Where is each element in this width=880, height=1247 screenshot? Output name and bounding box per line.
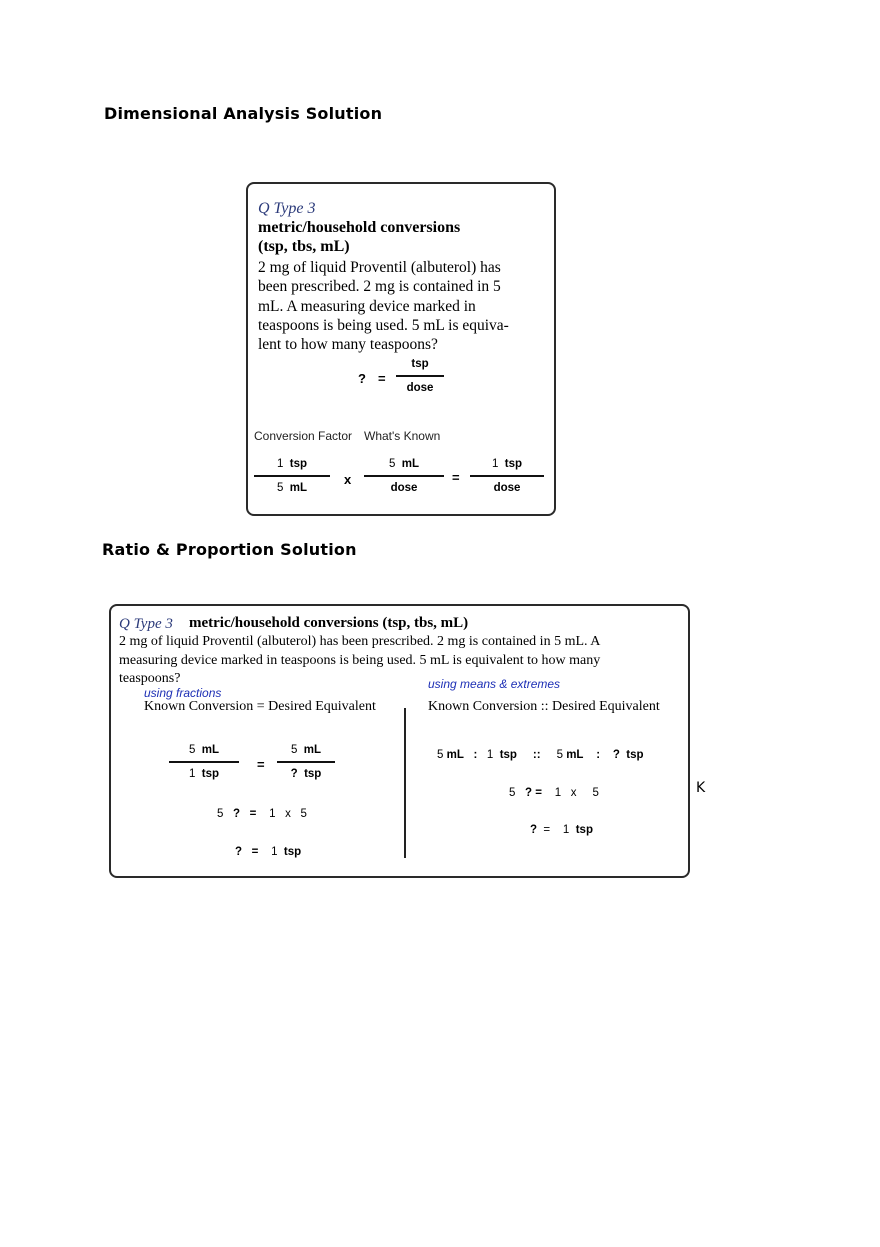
- question-units: (tsp, tbs, mL): [258, 238, 350, 255]
- question-body: 2 mg of liquid Proventil (albuterol) has been prescribed. 2 mg is contained in 5 mL. A measuring device marked in teaspoons is being used. 5 mL is equiva- lent to how many teaspoons?: [258, 259, 509, 354]
- means-extremes-rule: Known Conversion :: Desired Equivalent: [428, 699, 660, 714]
- solution-step: ? = 1 tsp: [235, 846, 302, 858]
- stray-letter: K: [696, 780, 706, 796]
- column-divider: [404, 708, 406, 858]
- fractions-rule: Known Conversion = Desired Equivalent: [144, 699, 376, 714]
- dimensional-analysis-heading: Dimensional Analysis Solution: [104, 104, 383, 123]
- multiply-sign: x: [344, 472, 352, 487]
- setup-fraction: tsp dose: [396, 356, 444, 396]
- ratio-proportion-line: 5 mL : 1 tsp :: 5 mL : ? tsp: [437, 749, 644, 761]
- equals-sign: =: [257, 757, 265, 772]
- answer-fraction: 1 tsp dose: [470, 456, 544, 496]
- cross-multiply-step: 5 ? = 1 x 5: [509, 787, 599, 799]
- question-body: 2 mg of liquid Proventil (albuterol) has been prescribed. 2 mg is contained in 5 mL. A measuring device marked in teaspoons is being used. 5 mL is equivalent to how many teaspoons?: [119, 634, 601, 686]
- whats-known-label: What's Known: [364, 429, 441, 443]
- question-type-label: Q Type 3: [258, 200, 316, 217]
- ratio-proportion-card: [109, 604, 690, 878]
- desired-equivalent-fraction: 5 mL ? tsp: [277, 742, 335, 782]
- question-title: metric/household conversions (tsp, tbs, mL): [189, 615, 469, 631]
- whats-known-fraction: 5 mL dose: [364, 456, 444, 496]
- using-fractions-label: using fractions: [144, 686, 222, 700]
- question-type-label: Q Type 3: [119, 616, 173, 632]
- conversion-factor-fraction: 1 tsp 5 mL: [254, 456, 330, 496]
- dimensional-analysis-card: [246, 182, 556, 516]
- question-title: metric/household conversions: [258, 219, 461, 236]
- known-conversion-fraction: 5 mL 1 tsp: [169, 742, 239, 782]
- conversion-factor-label: Conversion Factor: [254, 429, 353, 443]
- equals-sign: =: [378, 371, 386, 386]
- solution-step: ? = 1 tsp: [530, 824, 593, 836]
- ratio-proportion-heading: Ratio & Proportion Solution: [102, 540, 357, 559]
- cross-multiply-step: 5 ? = 1 x 5: [217, 808, 307, 820]
- unknown-symbol: ?: [358, 371, 366, 386]
- using-means-extremes-label: using means & extremes: [428, 677, 561, 691]
- equals-sign: =: [452, 470, 460, 485]
